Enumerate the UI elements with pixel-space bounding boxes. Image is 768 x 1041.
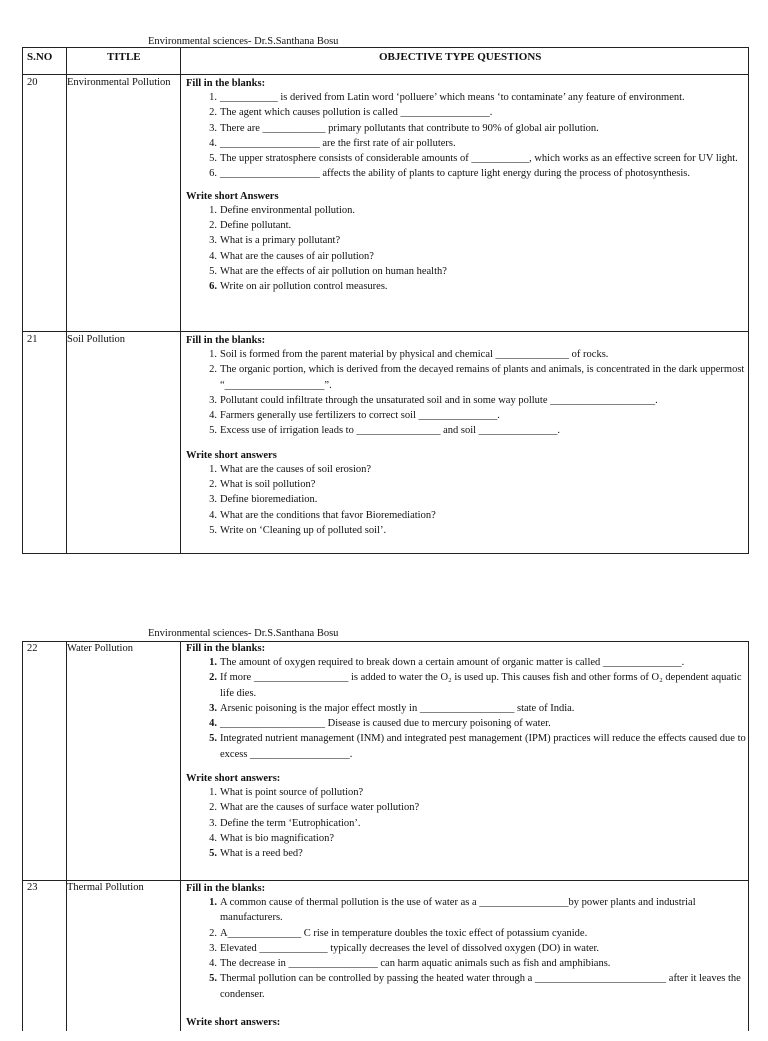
short-answers-heading: Write short answers: — [186, 1017, 281, 1029]
row-sno: 21 — [27, 334, 38, 345]
table-row-water-pollution — [23, 642, 748, 880]
list-item: 4. ____________________ Disease is caused due to mercury poisoning of water. — [209, 718, 551, 730]
page-header: Environmental sciences- Dr.S.Santhana Bosu — [148, 628, 339, 639]
list-item: 4. What are the causes of air pollution? — [209, 250, 374, 262]
list-item: 4. The decrease in _________________ can harm aquatic animals such as fish and amphibians. — [209, 958, 611, 970]
row-title: Water Pollution — [67, 643, 133, 654]
list-item: 2. The organic portion, which is derived from the decayed remains of plants and animals, is concentrated in the dark uppermost “___________________”. — [209, 364, 745, 391]
list-item: 2. The agent which causes pollution is called _________________. — [209, 107, 493, 119]
list-item: 2. Define pollutant. — [209, 220, 292, 232]
table-header-row — [23, 48, 748, 74]
list-item: 1. What are the causes of soil erosion? — [209, 463, 372, 475]
list-item: 2. What is soil pollution? — [209, 479, 316, 491]
short-answers-heading: Write short answers — [186, 449, 277, 461]
table-row-thermal-pollution — [23, 880, 748, 1041]
short-answers-heading: Write short Answers — [186, 190, 279, 202]
list-item: 5. What are the effects of air pollution on human health? — [209, 265, 447, 277]
list-item: 1. ___________ is derived from Latin word ‘polluere’ which means ‘to contaminate’ any feature of environment. — [209, 92, 685, 103]
row-sno: 22 — [27, 643, 38, 654]
list-item: 5. Thermal pollution can be controlled by passing the heated water through a _________________________ after it leaves the condenser. — [209, 973, 741, 1000]
list-item: 3. What is a primary pollutant? — [209, 235, 341, 247]
list-item: 2. A______________ C rise in temperature doubles the toxic effect of potassium cyanide. — [209, 927, 588, 939]
list-item: 5. Excess use of irrigation leads to ________________ and soil _______________. — [209, 425, 561, 437]
fill-blanks-heading: Fill in the blanks: — [186, 643, 266, 654]
list-item: 2. What are the causes of surface water pollution? — [209, 802, 420, 814]
row-sno: 20 — [27, 77, 38, 88]
list-item: 5. Write on ‘Cleaning up of polluted soil’. — [209, 524, 387, 536]
row-title: Soil Pollution — [67, 334, 126, 345]
page-header: Environmental sciences- Dr.S.Santhana Bosu — [148, 36, 339, 47]
list-item: 3. Define bioremediation. — [209, 494, 318, 506]
list-item: 4. What are the conditions that favor Bioremediation? — [209, 509, 436, 521]
list-item: 3. Elevated _____________ typically decreases the level of dissolved oxygen (DO) in water. — [209, 942, 600, 954]
row-sno: 23 — [27, 882, 38, 893]
list-item: 6. ___________________ affects the ability of plants to capture light energy during the process of photosynthesis. — [209, 168, 690, 180]
list-item: 1. The amount of oxygen required to break down a certain amount of organic matter is called _______________. — [209, 657, 685, 668]
short-answers-heading: Write short answers: — [186, 773, 281, 785]
fill-blanks-heading: Fill in the blanks: — [186, 335, 266, 346]
fill-blanks-heading: Fill in the blanks: — [186, 883, 266, 894]
list-item: 6. Write on air pollution control measures. — [209, 281, 388, 293]
fill-blanks-heading: Fill in the blanks: — [186, 78, 266, 89]
list-item: 3. Define the term ‘Eutrophication’. — [209, 817, 361, 829]
questions-table-page1 — [22, 47, 749, 554]
row-title: Environmental Pollution — [67, 77, 171, 88]
col-questions: OBJECTIVE TYPE QUESTIONS — [379, 51, 542, 63]
list-item: 5. The upper stratosphere consists of considerable amounts of ___________, which works as an effective screen for UV light. — [209, 153, 738, 165]
list-item: 1. A common cause of thermal pollution is the use of water as a _________________by power plants and industrial manufacturers. — [209, 897, 696, 924]
list-item: 1. What is point source of pollution? — [209, 787, 364, 799]
list-item: 4. ___________________ are the first rate of air polluters. — [209, 137, 456, 149]
row-title: Thermal Pollution — [67, 882, 144, 893]
list-item: 3. Arsenic poisoning is the major effect mostly in __________________ state of India. — [209, 702, 575, 714]
list-item: 4. Farmers generally use fertilizers to correct soil _______________. — [209, 410, 500, 422]
list-item: 2. If more __________________ is added to water the O₂ is used up. This causes fish and other forms of O₂ dependent aquatic life dies. — [209, 672, 742, 699]
list-item: 5. What is a reed bed? — [209, 848, 303, 860]
table-row-soil-pollution — [23, 331, 748, 554]
list-item: 5. Integrated nutrient management (INM) and integrated pest management (IPM) practices will reduce the effects caused due to excess ___________________. — [209, 733, 746, 760]
col-title: TITLE — [107, 51, 141, 63]
list-item: 1. Define environmental pollution. — [209, 204, 356, 216]
list-item: 3. There are ____________ primary pollutants that contribute to 90% of global air pollution. — [209, 122, 599, 134]
list-item: 4. What is bio magnification? — [209, 832, 335, 844]
questions-table-page2 — [22, 641, 749, 1031]
list-item: 1. Soil is formed from the parent material by physical and chemical ______________ of rocks. — [209, 349, 609, 360]
table-row-environmental-pollution — [23, 74, 748, 332]
col-sno: S.NO — [27, 51, 53, 63]
list-item: 3. Pollutant could infiltrate through the unsaturated soil and in some way pollute ____________________. — [209, 394, 658, 406]
